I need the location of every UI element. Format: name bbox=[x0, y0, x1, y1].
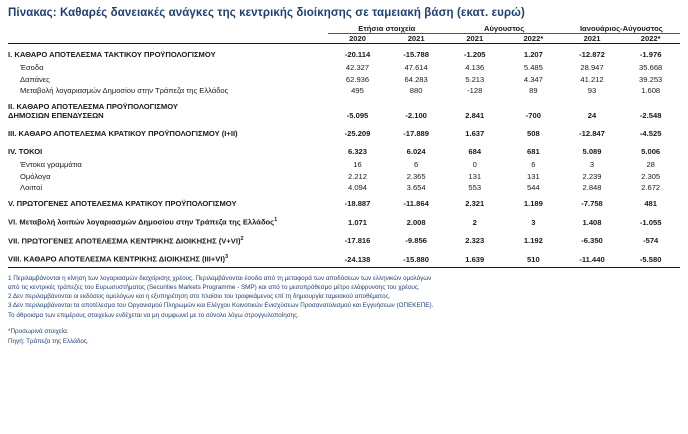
table-row bbox=[8, 230, 680, 249]
row-value: -9.856 bbox=[405, 236, 427, 246]
row-value: -15.880 bbox=[403, 254, 430, 264]
table-row bbox=[8, 193, 680, 211]
row-value: 2.239 bbox=[582, 171, 602, 181]
row-label: III. ΚΑΘΑΡΟ ΑΠΟΤΕΛΕΣΜΑ ΚΡΑΤΙΚΟΥ ΠΡΟΫΠΟΛΟΓΙΣΜΟΥ (I+II) bbox=[8, 129, 238, 139]
row-value: -128 bbox=[467, 85, 483, 95]
row-value: 681 bbox=[527, 147, 540, 157]
row-value: 131 bbox=[468, 171, 482, 181]
row-value: -20.114 bbox=[344, 50, 371, 59]
row-label-text: VII. ΠΡΩΤΟΓΕΝΕΣ ΑΠΟΤΕΛΕΣΜΑ ΚΕΝΤΡΙΚΗΣ ΔΙΟΙΚΗΣΗΣ (V+VI) bbox=[8, 236, 241, 246]
header-year-5: 2022* bbox=[621, 34, 680, 44]
row-value: 4.347 bbox=[523, 74, 543, 84]
row-value: 3.654 bbox=[406, 183, 426, 193]
table-header-years bbox=[8, 34, 680, 44]
table-header-groups bbox=[8, 24, 680, 34]
footnote-ref: 2 bbox=[240, 235, 244, 242]
footnote-ref: 1 bbox=[274, 217, 278, 224]
footnote-ref: 3 bbox=[225, 254, 229, 261]
row-value: 93 bbox=[587, 85, 597, 95]
footnote-1b: από τις κεντρικές τράπεζες του Ευρωσυστήματος (Securities Markets Programme - SMP) και από το μεσοπρόθεσμο μέτρο ελάφρυνσης του χρέους. bbox=[8, 283, 420, 291]
provenance bbox=[8, 327, 680, 346]
page-title-units: (εκατ. ευρώ) bbox=[456, 7, 525, 19]
row-value: -6.350 bbox=[581, 236, 603, 246]
row-value: -574 bbox=[643, 236, 659, 246]
row-value: 3 bbox=[531, 217, 536, 227]
footnote-rounding: Το άθροισμα των επιμέρους στοιχείων ενδέχεται να μη συμφωνεί με το σύνολο λόγω στρογγυλοποίησης. bbox=[8, 312, 299, 320]
row-value: 5.485 bbox=[523, 63, 543, 73]
table-row bbox=[8, 73, 680, 84]
row-value: 28.947 bbox=[580, 63, 604, 73]
row-label bbox=[8, 248, 328, 267]
page-title-text: Πίνακας: Καθαρές δανειακές ανάγκες της κεντρικής διοίκησης σε ταμειακή βάση bbox=[8, 7, 454, 19]
footnote-2: 2 Δεν περιλαμβάνονται οι εκδόσεις ομολόγων και η εξυπηρέτηση στο πλαίσιο του τραφικάμενος επί τη δημιουργία ταμειακού αποθέματος. bbox=[8, 293, 391, 301]
row-value: -1.976 bbox=[639, 50, 662, 59]
footnotes bbox=[8, 274, 648, 321]
row-value: 2.848 bbox=[582, 183, 602, 193]
table-row bbox=[8, 248, 680, 267]
row-value: 2.212 bbox=[348, 171, 368, 181]
table-row bbox=[8, 44, 680, 63]
row-value: -5.580 bbox=[639, 254, 662, 264]
row-value: -17.816 bbox=[344, 236, 371, 246]
table-bottom-rule bbox=[8, 267, 680, 268]
table-body bbox=[8, 44, 680, 268]
row-value: 24 bbox=[587, 111, 597, 121]
row-value: 1.639 bbox=[465, 254, 485, 264]
row-value: -4.525 bbox=[639, 129, 662, 139]
row-value: 42.327 bbox=[345, 63, 370, 73]
row-value: -5.095 bbox=[346, 111, 369, 121]
header-group-1: Αύγουστος bbox=[445, 24, 562, 34]
table-header bbox=[8, 24, 680, 44]
row-value: 35.668 bbox=[639, 63, 663, 73]
row-value: 4.094 bbox=[348, 183, 368, 193]
table-row bbox=[8, 182, 680, 193]
row-value: 4.136 bbox=[465, 63, 485, 73]
row-value: 41.212 bbox=[580, 74, 604, 84]
header-year-2: 2021 bbox=[445, 34, 504, 44]
table-row bbox=[8, 141, 680, 159]
row-value: 6.024 bbox=[406, 147, 426, 157]
row-value: 1.637 bbox=[465, 129, 485, 139]
row-value: -2.100 bbox=[405, 111, 427, 121]
row-value: 481 bbox=[644, 199, 657, 209]
header-year-4: 2021 bbox=[563, 34, 622, 44]
row-value: -18.887 bbox=[344, 199, 371, 209]
row-value: 684 bbox=[468, 147, 482, 157]
provisional-note: *Προσωρινά στοιχεία. bbox=[8, 328, 69, 336]
header-year-0: 2020 bbox=[328, 34, 387, 44]
budget-table bbox=[8, 24, 680, 268]
row-label: Ομόλογα bbox=[20, 171, 51, 181]
row-value: -11.864 bbox=[403, 199, 429, 209]
row-value: 6 bbox=[414, 160, 419, 170]
row-value: 1.071 bbox=[348, 217, 368, 227]
row-value: 2.008 bbox=[406, 217, 426, 227]
row-label: IV. ΤΟΚΟΙ bbox=[8, 147, 43, 157]
row-value: 1.192 bbox=[523, 236, 543, 246]
row-value: 880 bbox=[409, 85, 423, 95]
row-label bbox=[8, 230, 328, 249]
row-value: 39.253 bbox=[639, 74, 663, 84]
footnote-3: 3 Δεν περιλαμβάνονται τα αποτέλεσμα του Οργανισμού Πληρωμών και Ελέγχου Κοινοτικών Ενισχύσεων Προσανατολισμού και Εγγυήσεων (ΟΠΕΚΕΠΕ). bbox=[8, 302, 434, 310]
table-row bbox=[8, 62, 680, 73]
row-value: 1.189 bbox=[523, 199, 543, 209]
header-year-3: 2022* bbox=[504, 34, 563, 44]
table-row bbox=[8, 111, 680, 123]
table-row bbox=[8, 123, 680, 141]
row-value: 1.608 bbox=[641, 85, 661, 95]
row-value: 508 bbox=[527, 129, 540, 139]
row-value: 62.936 bbox=[345, 74, 370, 84]
footnote-1a: 1 Περιλαμβάνονται η κίνηση των λογαριασμών διαχείρισης χρέους. Περιλαμβάνονται έσοδα από τη μεταφορά των αποδόσεων των ελληνικών ομολόγων bbox=[8, 274, 432, 282]
row-value: 64.283 bbox=[404, 74, 428, 84]
row-value: -24.138 bbox=[344, 254, 371, 264]
page-title bbox=[0, 0, 688, 24]
row-value: 553 bbox=[468, 183, 482, 193]
row-value: -7.758 bbox=[581, 199, 603, 209]
row-label: I. ΚΑΘΑΡΟ ΑΠΟΤΕΛΕΣΜΑ ΤΑΚΤΙΚΟΥ ΠΡΟΫΠΟΛΟΓΙΣΜΟΥ bbox=[8, 50, 216, 59]
row-label: Έντοκα γραμμάτια bbox=[20, 160, 82, 170]
row-value: -25.209 bbox=[344, 129, 371, 139]
header-group-2: Ιανουάριος-Αύγουστος bbox=[563, 24, 680, 34]
row-value: 5.089 bbox=[582, 147, 602, 157]
row-value: -2.548 bbox=[639, 111, 662, 121]
row-value: 510 bbox=[527, 254, 540, 264]
row-label: Λοιποί bbox=[20, 183, 43, 193]
row-value: -12.872 bbox=[579, 50, 605, 59]
table-row bbox=[8, 211, 680, 230]
source-note: Πηγή: Τράπεζα της Ελλάδος. bbox=[8, 337, 89, 345]
row-label: Έσοδα bbox=[20, 63, 44, 73]
row-label-text: VI. Μεταβολή λοιπών λογαριασμών Δημοσίου στην Τράπεζα της Ελλάδος bbox=[8, 217, 275, 227]
row-value: -11.440 bbox=[579, 254, 605, 264]
row-label bbox=[8, 211, 328, 230]
table-row bbox=[8, 171, 680, 182]
table-row bbox=[8, 159, 680, 170]
row-value: 2.321 bbox=[465, 199, 485, 209]
row-value: 2.672 bbox=[641, 183, 661, 193]
row-label-cont: ΔΗΜΟΣΙΩΝ ΕΠΕΝΔΥΣΕΩΝ bbox=[8, 111, 104, 121]
row-value: -1.205 bbox=[463, 50, 486, 59]
row-label: V. ΠΡΩΤΟΓΕΝΕΣ ΑΠΟΤΕΛΕΣΜΑ ΚΡΑΤΙΚΟΥ ΠΡΟΫΠΟΛΟΓΙΣΜΟΥ bbox=[8, 199, 237, 209]
row-value: 2.841 bbox=[465, 111, 485, 121]
row-value: 1.408 bbox=[582, 217, 602, 227]
row-value: 2.365 bbox=[406, 171, 426, 181]
row-value: 0 bbox=[472, 160, 477, 170]
row-value: 544 bbox=[527, 183, 540, 193]
row-label: Δαπάνες bbox=[20, 74, 50, 84]
row-label: Μεταβολή λογαριασμών Δημοσίου στην Τράπεζα της Ελλάδος bbox=[20, 85, 229, 95]
row-value: 28 bbox=[646, 160, 655, 170]
row-value: -12.847 bbox=[579, 129, 605, 139]
row-value: 5.006 bbox=[641, 147, 661, 157]
row-label-text: VIII. ΚΑΘΑΡΟ ΑΠΟΤΕΛΕΣΜΑ ΚΕΝΤΡΙΚΗΣ ΔΙΟΙΚΗΣΗΣ (III+VI) bbox=[8, 254, 226, 264]
table-row bbox=[8, 85, 680, 96]
row-value: -700 bbox=[525, 111, 541, 121]
row-value: 2 bbox=[472, 217, 477, 227]
row-value: -17.889 bbox=[403, 129, 430, 139]
row-value: -15.788 bbox=[403, 50, 430, 59]
table-row bbox=[8, 96, 680, 111]
row-value: 47.614 bbox=[404, 63, 428, 73]
header-year-1: 2021 bbox=[387, 34, 446, 44]
row-value: 6.323 bbox=[348, 147, 368, 157]
header-group-0: Ετήσια στοιχεία bbox=[328, 24, 445, 34]
row-value: 16 bbox=[353, 160, 362, 170]
row-value: 131 bbox=[527, 171, 540, 181]
row-value: 1.207 bbox=[523, 50, 543, 59]
row-label: II. ΚΑΘΑΡΟ ΑΠΟΤΕΛΕΣΜΑ ΠΡΟΫΠΟΛΟΓΙΣΜΟΥ bbox=[8, 102, 178, 112]
row-value: -1.055 bbox=[639, 217, 662, 227]
row-value: 3 bbox=[589, 160, 595, 170]
row-value: 6 bbox=[531, 160, 536, 170]
row-value: 2.305 bbox=[641, 171, 661, 181]
row-value: 2.323 bbox=[465, 236, 485, 246]
row-value: 5.213 bbox=[465, 74, 485, 84]
row-value: 89 bbox=[529, 85, 538, 95]
row-value: 495 bbox=[351, 85, 364, 95]
